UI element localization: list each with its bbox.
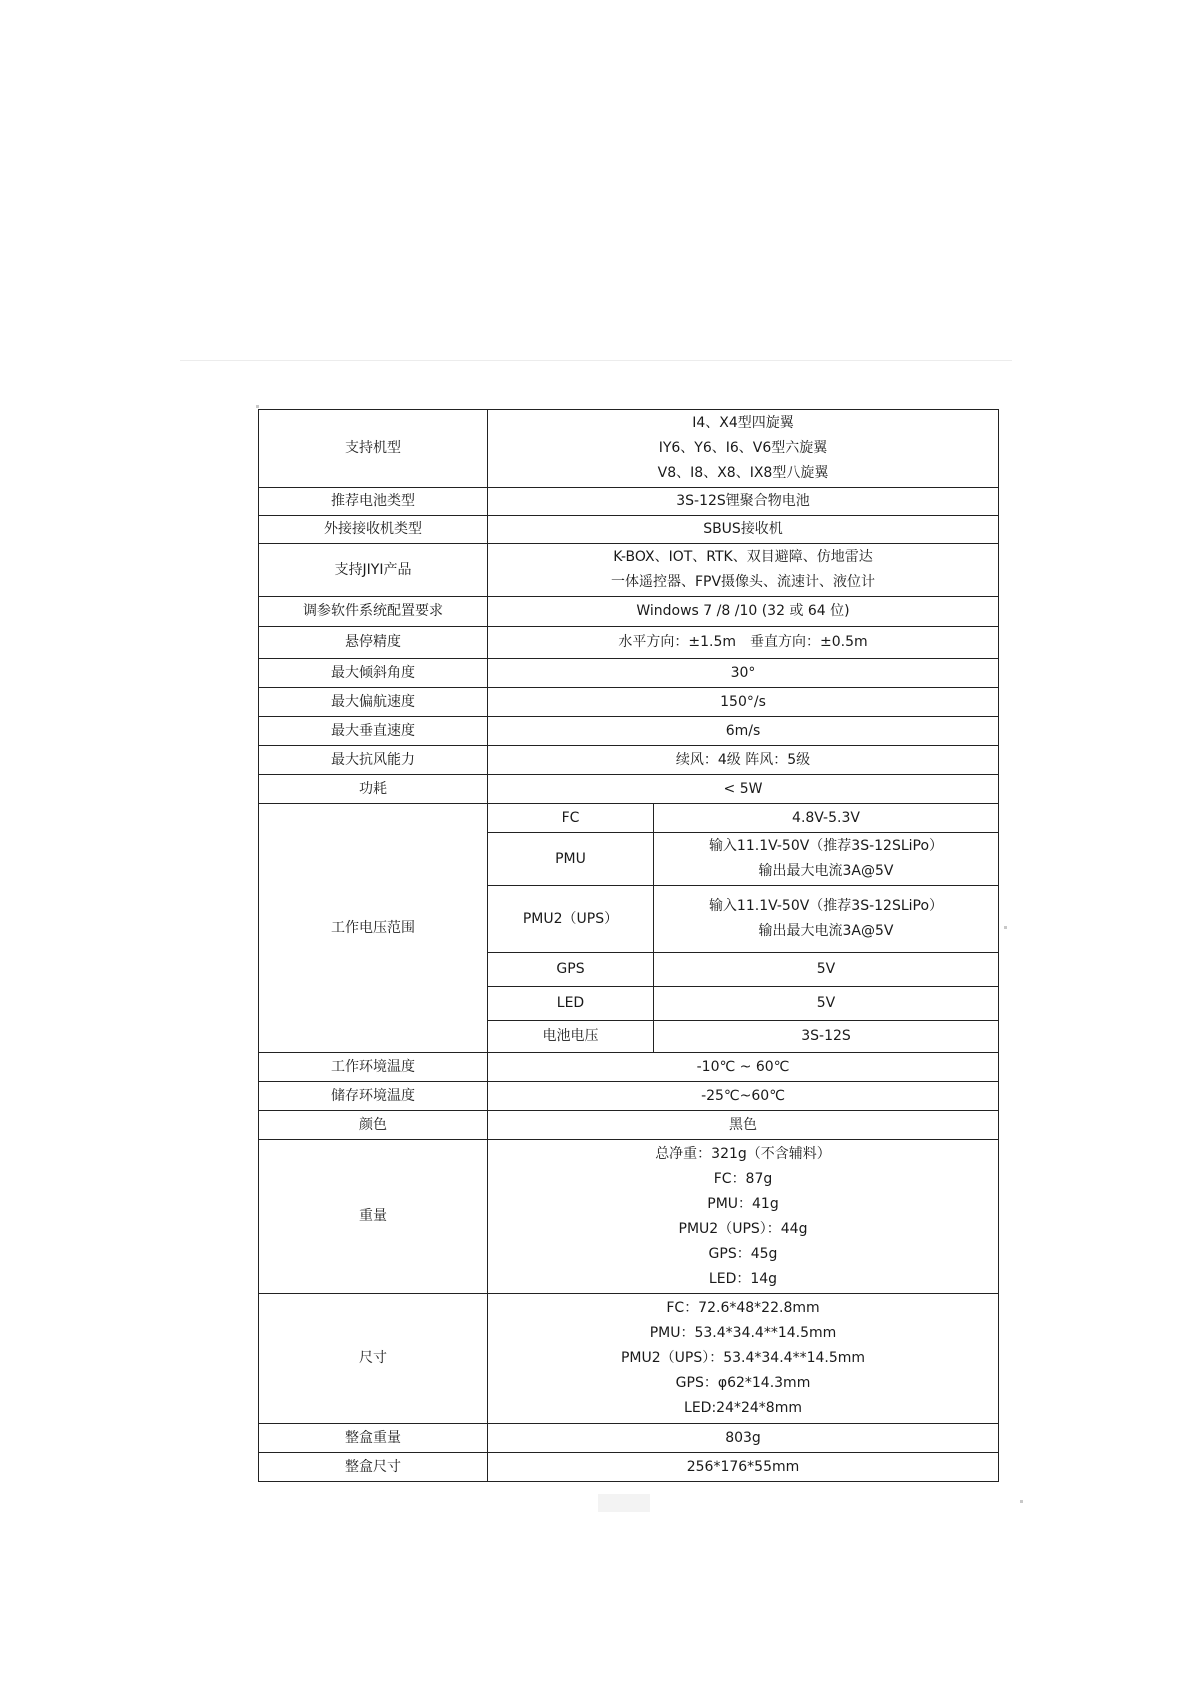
value-line: PMU2（UPS）：53.4*34.4**14.5mm (620, 1350, 866, 1366)
table-row (259, 775, 999, 804)
row-label: 重量 (259, 1140, 488, 1294)
table-row (259, 1082, 999, 1111)
value-line: PMU2（UPS）：44g (678, 1220, 808, 1237)
table-row (259, 746, 999, 775)
row-label: 工作电压范围 (259, 804, 488, 1053)
table-row (259, 688, 999, 717)
row-label: 悬停精度 (259, 627, 488, 659)
table-row (259, 1140, 999, 1294)
row-value (488, 1294, 999, 1424)
value-line: I4、X4型四旋翼 (692, 415, 794, 431)
table-row (259, 488, 999, 516)
table-row (259, 597, 999, 627)
page-divider (180, 360, 1012, 361)
table-row (259, 516, 999, 544)
row-value: -10℃ ~ 60℃ (488, 1053, 999, 1082)
sub-label: FC (488, 804, 654, 833)
row-label: 整盒尺寸 (259, 1453, 488, 1482)
sub-value: 5V (654, 987, 999, 1021)
sub-value: 5V (654, 953, 999, 987)
table-row (259, 717, 999, 746)
row-value: SBUS接收机 (488, 516, 999, 544)
value-line: 总净重：321g（不含辅料） (655, 1145, 831, 1162)
value-line: PMU：53.4*34.4**14.5mm (649, 1325, 837, 1341)
spec-table (258, 409, 999, 1482)
row-label: 最大偏航速度 (259, 688, 488, 717)
row-label: 功耗 (259, 775, 488, 804)
row-label: 整盒重量 (259, 1424, 488, 1453)
row-value: 续风：4级 阵风：5级 (488, 746, 999, 775)
value-line: 输入11.1V-50V（推荐3S-12SLiPo） (708, 838, 944, 854)
value-line: FC：72.6*48*22.8mm (666, 1300, 820, 1316)
value-line: LED：14g (708, 1270, 778, 1287)
row-label: 尺寸 (259, 1294, 488, 1424)
table-row (259, 1053, 999, 1082)
row-label: 外接接收机类型 (259, 516, 488, 544)
scan-speck (1004, 926, 1007, 929)
row-value: 150°/s (488, 688, 999, 717)
sub-label: PMU2（UPS） (488, 886, 654, 953)
row-value (488, 1140, 999, 1294)
sub-label: PMU (488, 833, 654, 886)
value-line: PMU：41g (707, 1195, 779, 1212)
row-label: 支持机型 (259, 410, 488, 488)
table-row (259, 804, 999, 833)
value-line: 输出最大电流3A@5V (758, 863, 894, 879)
sub-value: 3S-12S (654, 1021, 999, 1053)
table-row (259, 1294, 999, 1424)
row-value: 3S-12S锂聚合物电池 (488, 488, 999, 516)
table-row (259, 1424, 999, 1453)
row-value: 256*176*55mm (488, 1453, 999, 1482)
value-line: K-BOX、IOT、RTK、双目避障、仿地雷达 (613, 549, 873, 565)
value-line: V8、I8、X8、IX8型八旋翼 (657, 465, 829, 481)
value-line: GPS：φ62*14.3mm (675, 1375, 811, 1391)
row-label: 调参软件系统配置要求 (259, 597, 488, 627)
row-value (488, 544, 999, 597)
table-row (259, 1111, 999, 1140)
table-row (259, 410, 999, 488)
row-value: 803g (488, 1424, 999, 1453)
value-line: 一体遥控器、FPV摄像头、流速计、液位计 (610, 574, 876, 590)
scan-smudge (598, 1494, 650, 1512)
sub-label: LED (488, 987, 654, 1021)
row-value: 水平方向：±1.5m 垂直方向：±0.5m (488, 627, 999, 659)
value-line: IY6、Y6、I6、V6型六旋翼 (658, 440, 828, 456)
sub-label: 电池电压 (488, 1021, 654, 1053)
sub-label: GPS (488, 953, 654, 987)
row-label: 储存环境温度 (259, 1082, 488, 1111)
row-value: -25℃~60℃ (488, 1082, 999, 1111)
value-line: 输入11.1V-50V（推荐3S-12SLiPo） (708, 898, 944, 914)
row-label: 最大倾斜角度 (259, 659, 488, 688)
scan-speck (1020, 1500, 1023, 1503)
row-value: Windows 7 /8 /10 (32 或 64 位) (488, 597, 999, 627)
table-row (259, 627, 999, 659)
sub-value: 4.8V-5.3V (654, 804, 999, 833)
row-value: 黑色 (488, 1111, 999, 1140)
row-value: < 5W (488, 775, 999, 804)
value-line: LED:24*24*8mm (684, 1400, 802, 1416)
sub-value (654, 886, 999, 953)
row-value: 6m/s (488, 717, 999, 746)
row-label: 支持JIYI产品 (259, 544, 488, 597)
row-label: 颜色 (259, 1111, 488, 1140)
row-label: 最大垂直速度 (259, 717, 488, 746)
scan-speck (256, 405, 259, 408)
row-label: 最大抗风能力 (259, 746, 488, 775)
sub-value (654, 833, 999, 886)
value-line: 输出最大电流3A@5V (758, 923, 894, 939)
row-label: 推荐电池类型 (259, 488, 488, 516)
table-row (259, 1453, 999, 1482)
row-value: 30° (488, 659, 999, 688)
row-label: 工作环境温度 (259, 1053, 488, 1082)
table-row (259, 659, 999, 688)
row-value (488, 410, 999, 488)
value-line: FC：87g (713, 1170, 773, 1187)
table-row (259, 544, 999, 597)
value-line: GPS：45g (708, 1245, 778, 1262)
